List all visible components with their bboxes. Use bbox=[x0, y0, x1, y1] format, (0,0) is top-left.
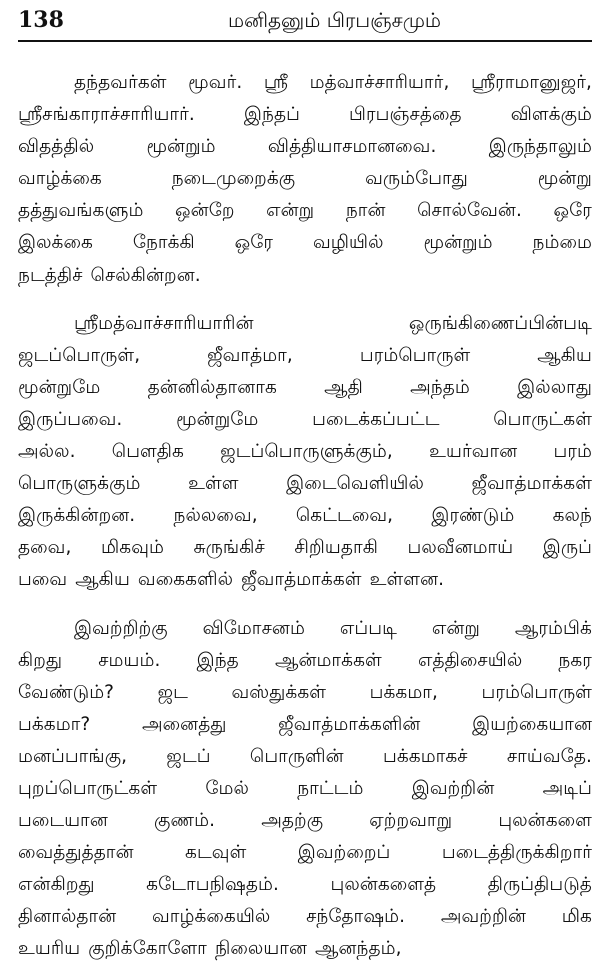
word: உள்ள bbox=[188, 473, 239, 495]
word: மிக bbox=[561, 906, 592, 928]
word: இவற்றிற்கு bbox=[74, 617, 168, 639]
word: ஜடப்பொருளுக்கும், bbox=[220, 441, 393, 463]
word: ஒருங்கிணைப்பின்படி bbox=[408, 312, 592, 334]
word: இருப்பவை. bbox=[18, 408, 123, 430]
word: அந்தம் bbox=[410, 376, 470, 398]
word: ஏற்றவாறு bbox=[369, 810, 453, 832]
word: சாய்வதே. bbox=[506, 745, 592, 767]
word: திருப்திபடுத் bbox=[487, 874, 592, 896]
word: சொல்வேன். bbox=[417, 200, 522, 222]
text-line bbox=[18, 645, 592, 677]
word: ஜீவாத்மா, bbox=[207, 344, 293, 366]
word: பொருளுக்கும் bbox=[18, 473, 141, 495]
word: ஜடப்பொருள், bbox=[18, 344, 141, 366]
word: ஒரே bbox=[234, 232, 274, 254]
word: உயரிய bbox=[18, 938, 81, 960]
text-line bbox=[18, 260, 592, 292]
word: வரும்போது bbox=[365, 168, 468, 190]
text-line bbox=[18, 901, 592, 933]
word: அனைத்து bbox=[141, 713, 227, 735]
word: ஸ்ரீராமானுஜர், bbox=[471, 72, 592, 93]
text-line bbox=[18, 709, 592, 741]
word: விளக்கும் bbox=[510, 104, 592, 126]
word: பொருளின் bbox=[249, 745, 344, 767]
word: ஜீவாத்மாக்கள் bbox=[471, 473, 592, 495]
text-line bbox=[18, 933, 592, 965]
word: ஸ்ரீ bbox=[263, 72, 289, 93]
word: பொருட்கள் bbox=[493, 408, 592, 430]
word: ஒன்றே bbox=[175, 200, 235, 222]
word: இடைவெளியில் bbox=[286, 473, 424, 495]
word: தந்தவர்கள் bbox=[74, 72, 167, 93]
page-number: 138 bbox=[18, 7, 64, 33]
word: மூன்றுமே bbox=[176, 408, 259, 430]
word: வாழ்க்கையில் bbox=[151, 906, 271, 928]
word: புலன்களைத் bbox=[330, 874, 437, 896]
word: இந்த bbox=[196, 649, 239, 671]
word: நகர bbox=[558, 649, 592, 671]
word: மூவர். bbox=[188, 72, 243, 93]
word: இரண்டும் bbox=[431, 505, 515, 527]
word: இருக்கின்றன. bbox=[18, 505, 136, 527]
paragraph bbox=[18, 613, 592, 966]
word: மூன்றும் bbox=[423, 232, 493, 254]
word: கிறது bbox=[18, 649, 63, 671]
running-head: மனிதனும் பிரபஞ்சமும் bbox=[228, 8, 442, 32]
text-line bbox=[18, 131, 592, 163]
body-text bbox=[18, 67, 592, 966]
word: நான் bbox=[345, 200, 386, 222]
word: ஆகிய bbox=[75, 569, 130, 591]
word: உயர்வான bbox=[429, 441, 518, 463]
text-line bbox=[18, 340, 592, 372]
word: இலக்கை bbox=[18, 232, 93, 254]
word: ஸ்ரீமத்வாச்சாரியாரின் bbox=[74, 312, 254, 334]
word: கடவுள் bbox=[185, 842, 247, 864]
header-rule bbox=[18, 40, 592, 42]
word: தன்னில்தானாக bbox=[147, 376, 277, 398]
word: பவை bbox=[18, 569, 68, 591]
text-line bbox=[18, 404, 592, 436]
word: ஆதி bbox=[324, 376, 363, 398]
text-line bbox=[18, 532, 592, 564]
word: ஒரே bbox=[553, 200, 592, 222]
word: இருப் bbox=[542, 537, 592, 559]
word: விதத்தில் bbox=[18, 136, 95, 158]
word: பரம் bbox=[553, 441, 592, 463]
word: இயற்கையான bbox=[472, 713, 592, 735]
word: நடத்திச் bbox=[18, 264, 83, 286]
word: பக்கமா, bbox=[369, 681, 438, 703]
text-line bbox=[18, 227, 592, 259]
text-line bbox=[18, 773, 592, 805]
word: ஆன்மாக்கள் bbox=[274, 649, 382, 671]
text-line bbox=[18, 837, 592, 869]
text-line bbox=[18, 468, 592, 500]
word: இந்தப் bbox=[243, 104, 301, 126]
word: ஜீவாத்மாக்கள் bbox=[241, 569, 362, 591]
word: வைத்துத்தான் bbox=[18, 842, 134, 864]
word: என்று bbox=[431, 617, 480, 639]
word: ஆனந்தம், bbox=[315, 938, 402, 960]
word: ஜட bbox=[157, 681, 188, 703]
word: இவற்றைப் bbox=[297, 842, 391, 864]
word: எப்படி bbox=[339, 617, 397, 639]
word: மூன்றும் bbox=[146, 136, 216, 158]
word: மூன்றுமே bbox=[18, 376, 101, 398]
page-header bbox=[18, 6, 592, 40]
word: என்கிறது bbox=[18, 874, 95, 896]
word: புலன்களை bbox=[498, 810, 592, 832]
word: தினால்தான் bbox=[18, 906, 117, 928]
word: ஆகிய bbox=[537, 344, 592, 366]
word: ஆரம்பிக் bbox=[514, 617, 592, 639]
word: வழியில் bbox=[312, 232, 384, 254]
text-line bbox=[18, 869, 592, 901]
word: நடைமுறைக்கு bbox=[171, 168, 296, 190]
word: படையான bbox=[18, 810, 108, 832]
word: நாட்டம் bbox=[297, 777, 364, 799]
paragraph bbox=[18, 308, 592, 597]
word: பிரபஞ்சத்தை bbox=[349, 104, 462, 126]
text-line bbox=[18, 677, 592, 709]
text-line bbox=[18, 163, 592, 195]
word: தத்துவங்களும் bbox=[18, 200, 144, 222]
text-line bbox=[18, 67, 592, 99]
word: பக்கமாகச் bbox=[382, 745, 468, 767]
text-line bbox=[18, 613, 592, 645]
word: எத்திசையில் bbox=[417, 649, 523, 671]
word: பலவீனமாய் bbox=[407, 537, 514, 559]
word: வஸ்துக்கள் bbox=[231, 681, 327, 703]
text-line bbox=[18, 99, 592, 131]
text-line bbox=[18, 500, 592, 532]
word: சமயம். bbox=[98, 649, 161, 671]
word: பரம்பொருள் bbox=[481, 681, 592, 703]
text-line bbox=[18, 741, 592, 773]
text-line bbox=[18, 372, 592, 404]
word: இருந்தாலும் bbox=[488, 136, 592, 158]
word: வித்தியாசமானவை. bbox=[267, 136, 437, 158]
word: செல்கின்றன. bbox=[90, 264, 201, 286]
word: சுருங்கிச் bbox=[193, 537, 265, 559]
word: நல்லவை, bbox=[173, 505, 258, 527]
word: படைத்திருக்கிறார் bbox=[441, 842, 592, 864]
word: படைக்கப்பட்ட bbox=[312, 408, 440, 430]
word: அல்ல. bbox=[18, 441, 76, 463]
word: நோக்கி bbox=[132, 232, 195, 254]
word: கலந் bbox=[552, 505, 592, 527]
word: மனப்பாங்கு, bbox=[18, 745, 128, 767]
word: மத்வாச்சாரியார், bbox=[309, 72, 450, 93]
word: பரம்பொருள் bbox=[359, 344, 471, 366]
paragraph bbox=[18, 67, 592, 292]
text-line bbox=[18, 805, 592, 837]
text-line bbox=[18, 436, 592, 468]
word: கெட்டவை, bbox=[295, 505, 394, 527]
word: புறப்பொருட்கள் bbox=[18, 777, 158, 799]
word: பௌதிக bbox=[111, 441, 184, 463]
word: குணம். bbox=[154, 810, 216, 832]
word: வாழ்க்கை bbox=[18, 168, 102, 190]
word: நிலையான bbox=[214, 938, 308, 960]
word: தவை, bbox=[18, 537, 72, 559]
word: ஜீவாத்மாக்களின் bbox=[278, 713, 421, 735]
word: என்று bbox=[266, 200, 315, 222]
word: மூன்று bbox=[537, 168, 592, 190]
word: விமோசனம் bbox=[202, 617, 305, 639]
word: உள்ளன. bbox=[369, 569, 445, 591]
word: நம்மை bbox=[532, 232, 592, 254]
word: சந்தோஷம். bbox=[306, 906, 406, 928]
word: சிறியதாகி bbox=[294, 537, 378, 559]
word: அதற்கு bbox=[261, 810, 324, 832]
text-line bbox=[18, 308, 592, 340]
word: வேண்டும்? bbox=[18, 681, 115, 703]
word: இவற்றின் bbox=[411, 777, 495, 799]
text-line bbox=[18, 195, 592, 227]
word: ஜடப் bbox=[166, 745, 211, 767]
text-line bbox=[18, 564, 592, 596]
word: இல்லாது bbox=[517, 376, 592, 398]
word: வகைகளில் bbox=[137, 569, 234, 591]
word: குறிக்கோளோ bbox=[88, 938, 207, 960]
word: கடோபநிஷதம். bbox=[146, 874, 279, 896]
word: அவற்றின் bbox=[440, 906, 527, 928]
word: ஸ்ரீசங்காராச்சாரியார். bbox=[18, 104, 195, 126]
word: மிகவும் bbox=[100, 537, 164, 559]
word: அடிப் bbox=[542, 777, 592, 799]
word: மேல் bbox=[205, 777, 249, 799]
word: பக்கமா? bbox=[18, 713, 91, 735]
